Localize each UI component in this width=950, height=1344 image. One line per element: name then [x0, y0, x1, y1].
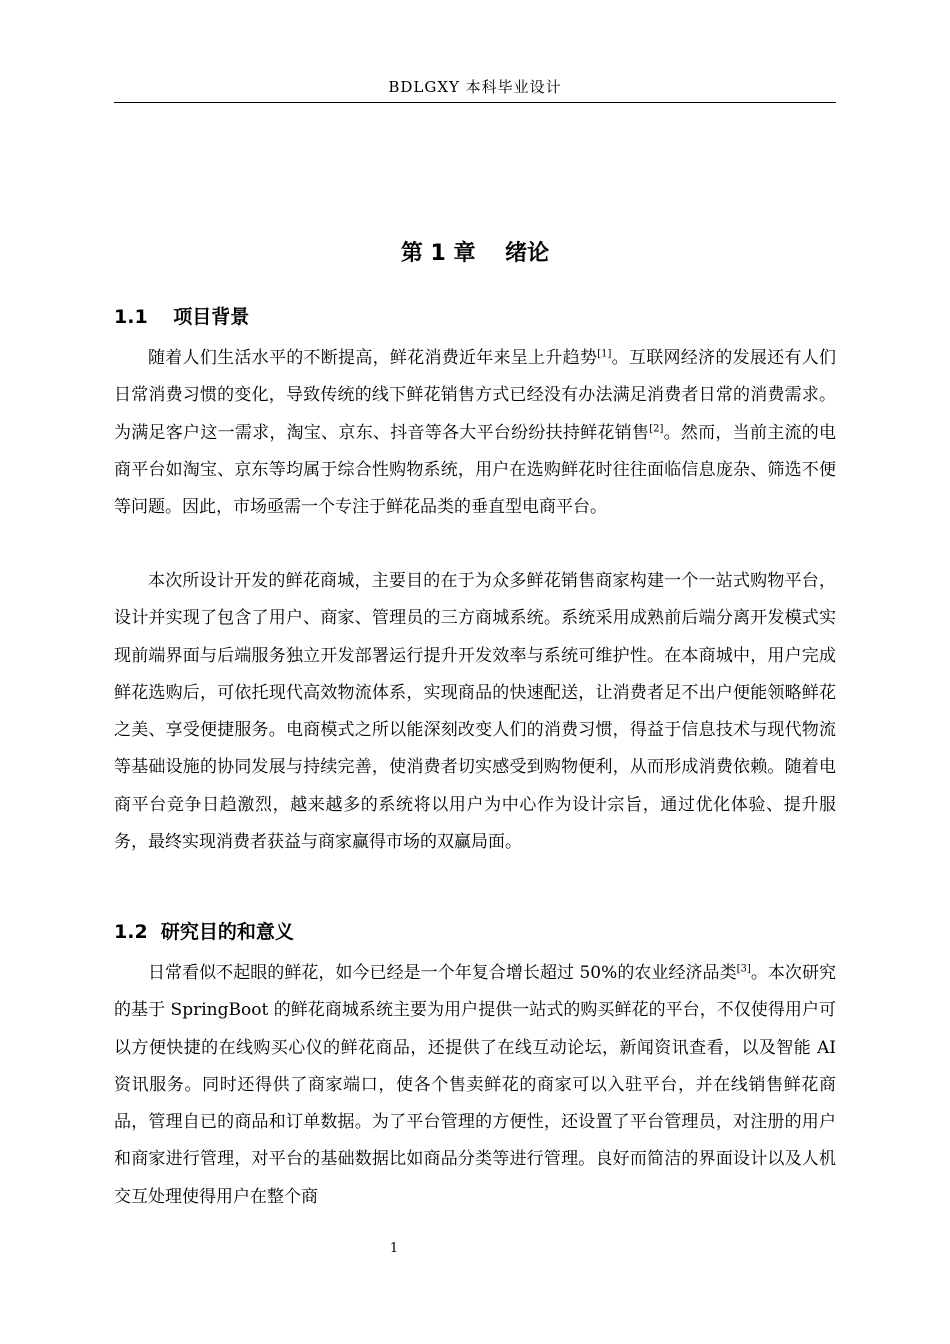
- paragraph-background-1: [114, 340, 836, 526]
- text-run: 日常看似不起眼的鲜花，如今已经是一个年复合增长超过 50%的农业经济品类: [148, 963, 737, 983]
- text-run: 随着人们生活水平的不断提高，鲜花消费近年来呈上升趋势: [148, 348, 598, 368]
- citation-1: [1]: [597, 348, 612, 360]
- paragraph-background-2: 本次所设计开发的鲜花商城，主要目的在于为众多鲜花销售商家构建一个一站式购物平台，设计并实现了包含了用户、商家、管理员的三方商城系统。系统采用成熟前后端分离开发模式实现前端界面与后端服务独立开发部署运行提升开发效率与系统可维护性。在本商城中，用户完成鲜花选购后，可依托现代高效物流体系，实现商品的快速配送，让消费者足不出户便能领略鲜花之美、享受便捷服务。电商模式之所以能深刻改变人们的消费习惯，得益于信息技术与现代物流等基础设施的协同发展与持续完善，使消费者切实感受到购物便利，从而形成消费依赖。随着电商平台竞争日趋激烈，越来越多的系统将以用户为中心作为设计宗旨，通过优化体验、提升服务，最终实现消费者获益与商家赢得市场的双赢局面。: [114, 571, 836, 853]
- section-heading-1-2: 1.2 研究目的和意义: [114, 921, 294, 943]
- text-run: 。互联网经济的发展还有人们日常消费习惯的变化，导致传统的线下鲜花销售方式已经没有办法满足消费者日常的消费需求。为满足客户这一需求，淘宝、京东、抖音等各大平台纷纷扶持鲜花销售: [114, 348, 836, 443]
- page-number: 1: [389, 1241, 399, 1256]
- text-run: 。本次研究的基于 SpringBoot 的鲜花商城系统主要为用户提供一站式的购买鲜花的平台，不仅使得用户可以方便快捷的在线购买心仪的鲜花商品，还提供了在线互动论坛，新闻资讯查看，以及智能 AI 资讯服务。同时还得供了商家端口，使各个售卖鲜花的商家可以入驻平台，并在线销售鲜花商品，管理自已的商品和订单数据。为了平台管理的方便性，还设置了平台管理员，对注册的用户和商家进行管理，对平台的基础数据比如商品分类等进行管理。良好而简洁的界面设计以及人机交互处理使得用户在整个商: [114, 963, 837, 1207]
- running-header: BDLGXY 本科毕业设计: [388, 78, 562, 96]
- header-rule: [114, 102, 836, 103]
- citation-2: [2]: [649, 422, 664, 434]
- citation-3: [3]: [736, 963, 751, 975]
- text-run: 。然而，当前主流的电商平台如淘宝、京东等均属于综合性购物系统，用户在选购鲜花时往往面临信息庞杂、筛选不便等问题。因此，市场亟需一个专注于鲜花品类的垂直型电商平台。: [114, 422, 836, 518]
- section-heading-1-1: 1.1 项目背景: [114, 306, 250, 328]
- paragraph-purpose-1: [114, 955, 836, 1216]
- chapter-title: 第 1 章 绪论: [400, 241, 550, 266]
